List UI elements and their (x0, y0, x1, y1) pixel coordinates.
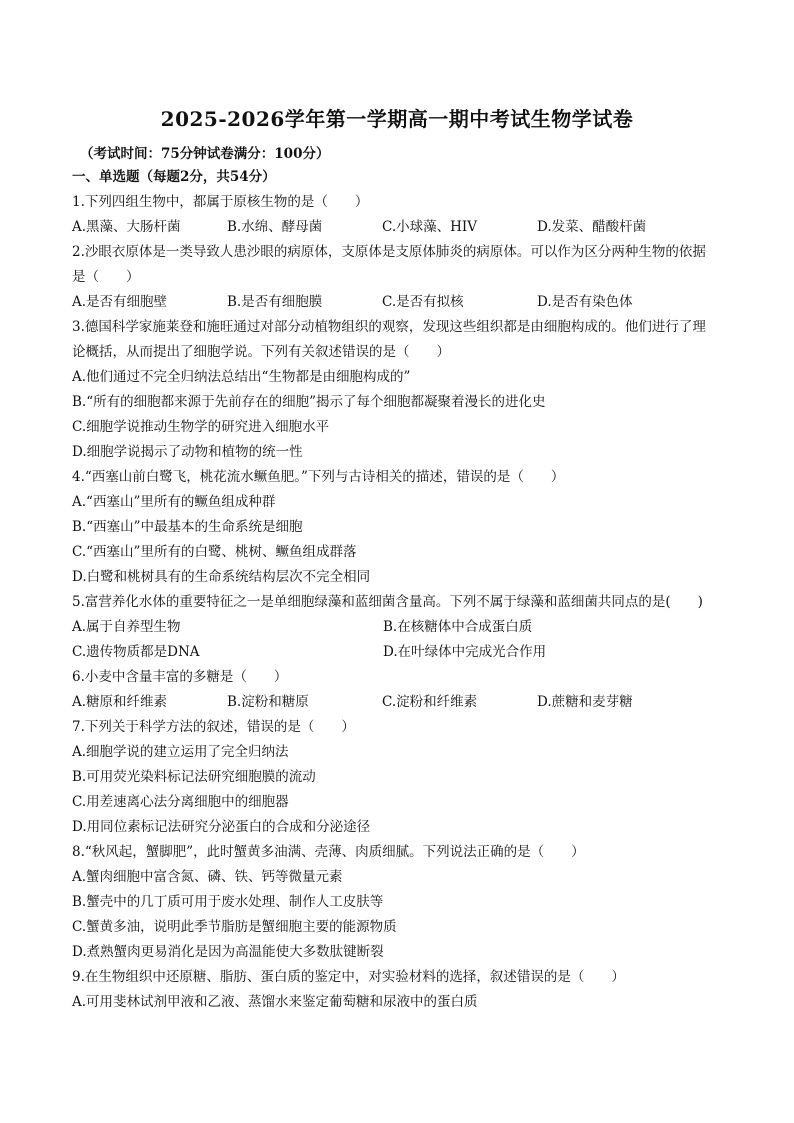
option-d: D.在叶绿体中完成光合作用 (383, 644, 547, 660)
question-stem: 7.下列关于科学方法的叙述，错误的是（ ） (72, 719, 355, 735)
option-b: B.是否有细胞膜 (227, 294, 323, 310)
option-c: C.细胞学说推动生物学的研究进入细胞水平 (72, 419, 330, 435)
option-c: C.淀粉和纤维素 (382, 694, 478, 710)
option-b: B.在核糖体中合成蛋白质 (383, 619, 533, 635)
question-6 (72, 665, 732, 715)
option-a: A.黑藻、大肠杆菌 (72, 219, 181, 235)
option-c: C.“西塞山”里所有的白鹭、桃树、鳜鱼组成群落 (72, 544, 357, 560)
option-c: C.是否有拟核 (382, 294, 464, 310)
options-row (72, 290, 732, 315)
question-7 (72, 715, 732, 840)
option-d: D.蔗糖和麦芽糖 (537, 694, 633, 710)
question-stem: 3.德国科学家施莱登和施旺通过对部分动植物组织的观察，发现这些组织都是由细胞构成的。他们进行了理 (72, 319, 706, 335)
option-d: D.细胞学说揭示了动物和植物的统一性 (72, 444, 303, 460)
option-a: A.他们通过不完全归纳法总结出“生物都是由细胞构成的” (72, 369, 411, 385)
question-stem: 1.下列四组生物中，都属于原核生物的是（ ） (72, 194, 369, 210)
option-b: B.可用荧光染料标记法研究细胞膜的流动 (72, 769, 316, 785)
option-c: C.遗传物质都是DNA (72, 644, 200, 660)
question-5 (72, 590, 732, 665)
question-9 (72, 965, 732, 1015)
option-c: C.蟹黄多油，说明此季节脂肪是蟹细胞主要的能源物质 (72, 919, 397, 935)
option-a: A.细胞学说的建立运用了完全归纳法 (72, 744, 289, 760)
exam-title: 2025-2026学年第一学期高一期中考试生物学试卷 (160, 107, 634, 131)
option-b: B.“所有的细胞都来源于先前存在的细胞”揭示了每个细胞都凝聚着漫长的进化史 (72, 394, 546, 410)
question-2 (72, 240, 732, 315)
question-stem: 8.“秋风起，蟹脚肥”，此时蟹黄多油满、壳薄、肉质细腻。下列说法正确的是（ ） (72, 844, 585, 860)
question-stem: 2.沙眼衣原体是一类导致人患沙眼的病原体，支原体是支原体肺炎的病原体。可以作为区分两种生物的依据 (72, 244, 706, 260)
option-a: A.蟹肉细胞中富含氮、磷、铁、钙等微量元素 (72, 869, 343, 885)
options-row (72, 215, 732, 240)
option-b: B.淀粉和糖原 (227, 694, 309, 710)
question-8 (72, 840, 732, 965)
option-a: A.属于自养型生物 (72, 619, 181, 635)
question-3 (72, 315, 732, 465)
options-row (72, 640, 732, 665)
option-a: A.可用斐林试剂甲液和乙液、蒸馏水来鉴定葡萄糖和尿液中的蛋白质 (72, 994, 478, 1010)
question-stem: 6.小麦中含量丰富的多糖是（ ） (72, 669, 288, 685)
options-row (72, 690, 732, 715)
option-a: A.“西塞山”里所有的鳜鱼组成种群 (72, 494, 276, 510)
option-d: D.白鹭和桃树具有的生命系统结构层次不完全相同 (72, 569, 371, 585)
option-d: D.用同位素标记法研究分泌蛋白的合成和分泌途径 (72, 819, 371, 835)
option-c: C.用差速离心法分离细胞中的细胞器 (72, 794, 289, 810)
option-d: D.是否有染色体 (537, 294, 633, 310)
question-4 (72, 465, 732, 590)
question-stem-cont: 论概括，从而提出了细胞学说。下列有关叙述错误的是（ ） (72, 344, 450, 360)
question-stem-cont: 是（ ） (72, 269, 140, 285)
option-b: B.“西塞山”中最基本的生命系统是细胞 (72, 519, 303, 535)
question-stem: 5.富营养化水体的重要特征之一是单细胞绿藻和蓝细菌含量高。下列不属于绿藻和蓝细菌共同点的是( ) (72, 594, 703, 610)
option-a: A.是否有细胞壁 (72, 294, 168, 310)
question-1 (72, 190, 732, 240)
option-b: B.蟹壳中的几丁质可用于废水处理、制作人工皮肤等 (72, 894, 384, 910)
section-heading: 一、单选题（每题2分，共54分） (72, 169, 276, 185)
questions-area (72, 190, 732, 1015)
question-stem: 9.在生物组织中还原糖、脂肪、蛋白质的鉴定中，对实验材料的选择，叙述错误的是（ ） (72, 969, 625, 985)
option-a: A.糖原和纤维素 (72, 694, 168, 710)
question-stem: 4.“西塞山前白鹭飞，桃花流水鳜鱼肥。”下列与古诗相关的描述，错误的是（ ） (72, 469, 565, 485)
exam-info: （考试时间：75分钟试卷满分：100分） (80, 146, 330, 162)
option-d: D.煮熟蟹肉更易消化是因为高温能使大多数肽键断裂 (72, 944, 384, 960)
option-b: B.水绵、酵母菌 (227, 219, 323, 235)
options-row (72, 615, 732, 640)
option-c: C.小球藻、HIV (382, 219, 477, 235)
option-d: D.发菜、醋酸杆菌 (537, 219, 647, 235)
